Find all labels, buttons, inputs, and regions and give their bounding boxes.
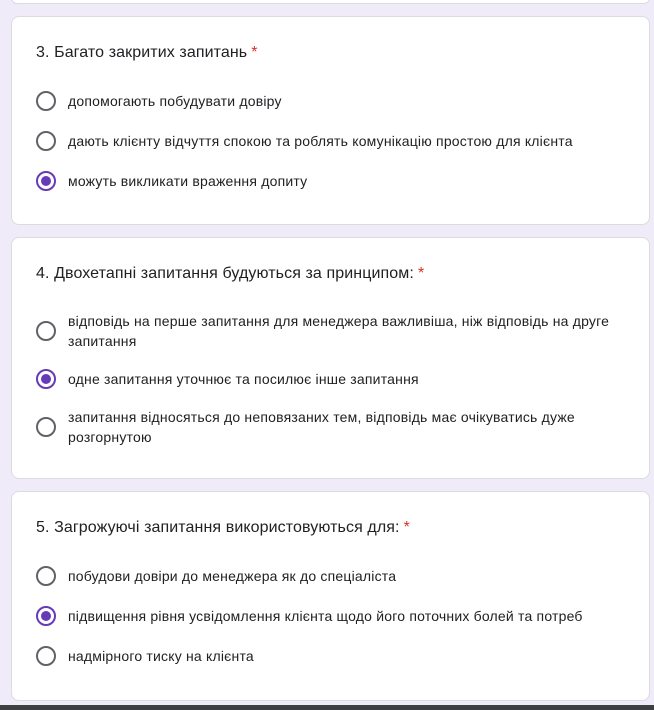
- radio-option[interactable]: [36, 131, 629, 151]
- question-card-5: [11, 491, 650, 701]
- question-card-3: [11, 16, 650, 225]
- radio-button-selected[interactable]: [36, 369, 56, 389]
- option-label: відповідь на перше запитання для менеджера важливіша, ніж відповідь на друге запитання: [68, 313, 610, 349]
- option-label: запитання відносяться до неповязаних тем, відповідь має очікуватись дуже розгорнутою: [68, 409, 575, 445]
- radio-button[interactable]: [36, 321, 56, 341]
- radio-option[interactable]: [36, 311, 629, 351]
- option-label: одне запитання уточнює та посилює інше запитання: [68, 371, 419, 387]
- required-asterisk: *: [403, 519, 410, 536]
- option-label: побудови довіри до менеджера як до спеціаліста: [68, 568, 397, 584]
- radio-button-selected[interactable]: [36, 606, 56, 626]
- option-label: дають клієнту відчуття спокою та роблять комунікацію простою для клієнта: [68, 133, 573, 149]
- radio-button[interactable]: [36, 131, 56, 151]
- taskbar-edge: [0, 705, 654, 710]
- radio-button[interactable]: [36, 91, 56, 111]
- radio-button[interactable]: [36, 566, 56, 586]
- required-asterisk: *: [251, 44, 258, 61]
- previous-question-card: [11, 0, 650, 4]
- question-title-text: 4. Двохетапні запитання будуються за принципом:: [36, 265, 414, 282]
- question-card-4: [11, 237, 650, 479]
- radio-option[interactable]: [36, 407, 629, 447]
- radio-button-selected[interactable]: [36, 171, 56, 191]
- option-label: підвищення рівня усвідомлення клієнта щодо його поточних болей та потреб: [68, 608, 583, 624]
- radio-option[interactable]: [36, 606, 629, 626]
- radio-button[interactable]: [36, 646, 56, 666]
- radio-option[interactable]: [36, 566, 629, 586]
- radio-option[interactable]: [36, 91, 629, 111]
- option-label: допомогають побудувати довіру: [68, 93, 282, 109]
- question-title: [36, 264, 424, 284]
- radio-option[interactable]: [36, 369, 629, 389]
- option-label: надмірного тиску на клієнта: [68, 648, 254, 664]
- radio-option[interactable]: [36, 646, 629, 666]
- required-asterisk: *: [417, 265, 425, 282]
- question-title-text: 3. Багато закритих запитань: [36, 44, 248, 61]
- radio-button[interactable]: [36, 417, 56, 437]
- option-label: можуть викликати враження допиту: [68, 173, 308, 189]
- radio-option[interactable]: [36, 171, 629, 191]
- question-title: [36, 43, 258, 63]
- question-title-text: 5. Загрожуючі запитання використовуються для:: [36, 519, 400, 536]
- question-title: [36, 518, 410, 538]
